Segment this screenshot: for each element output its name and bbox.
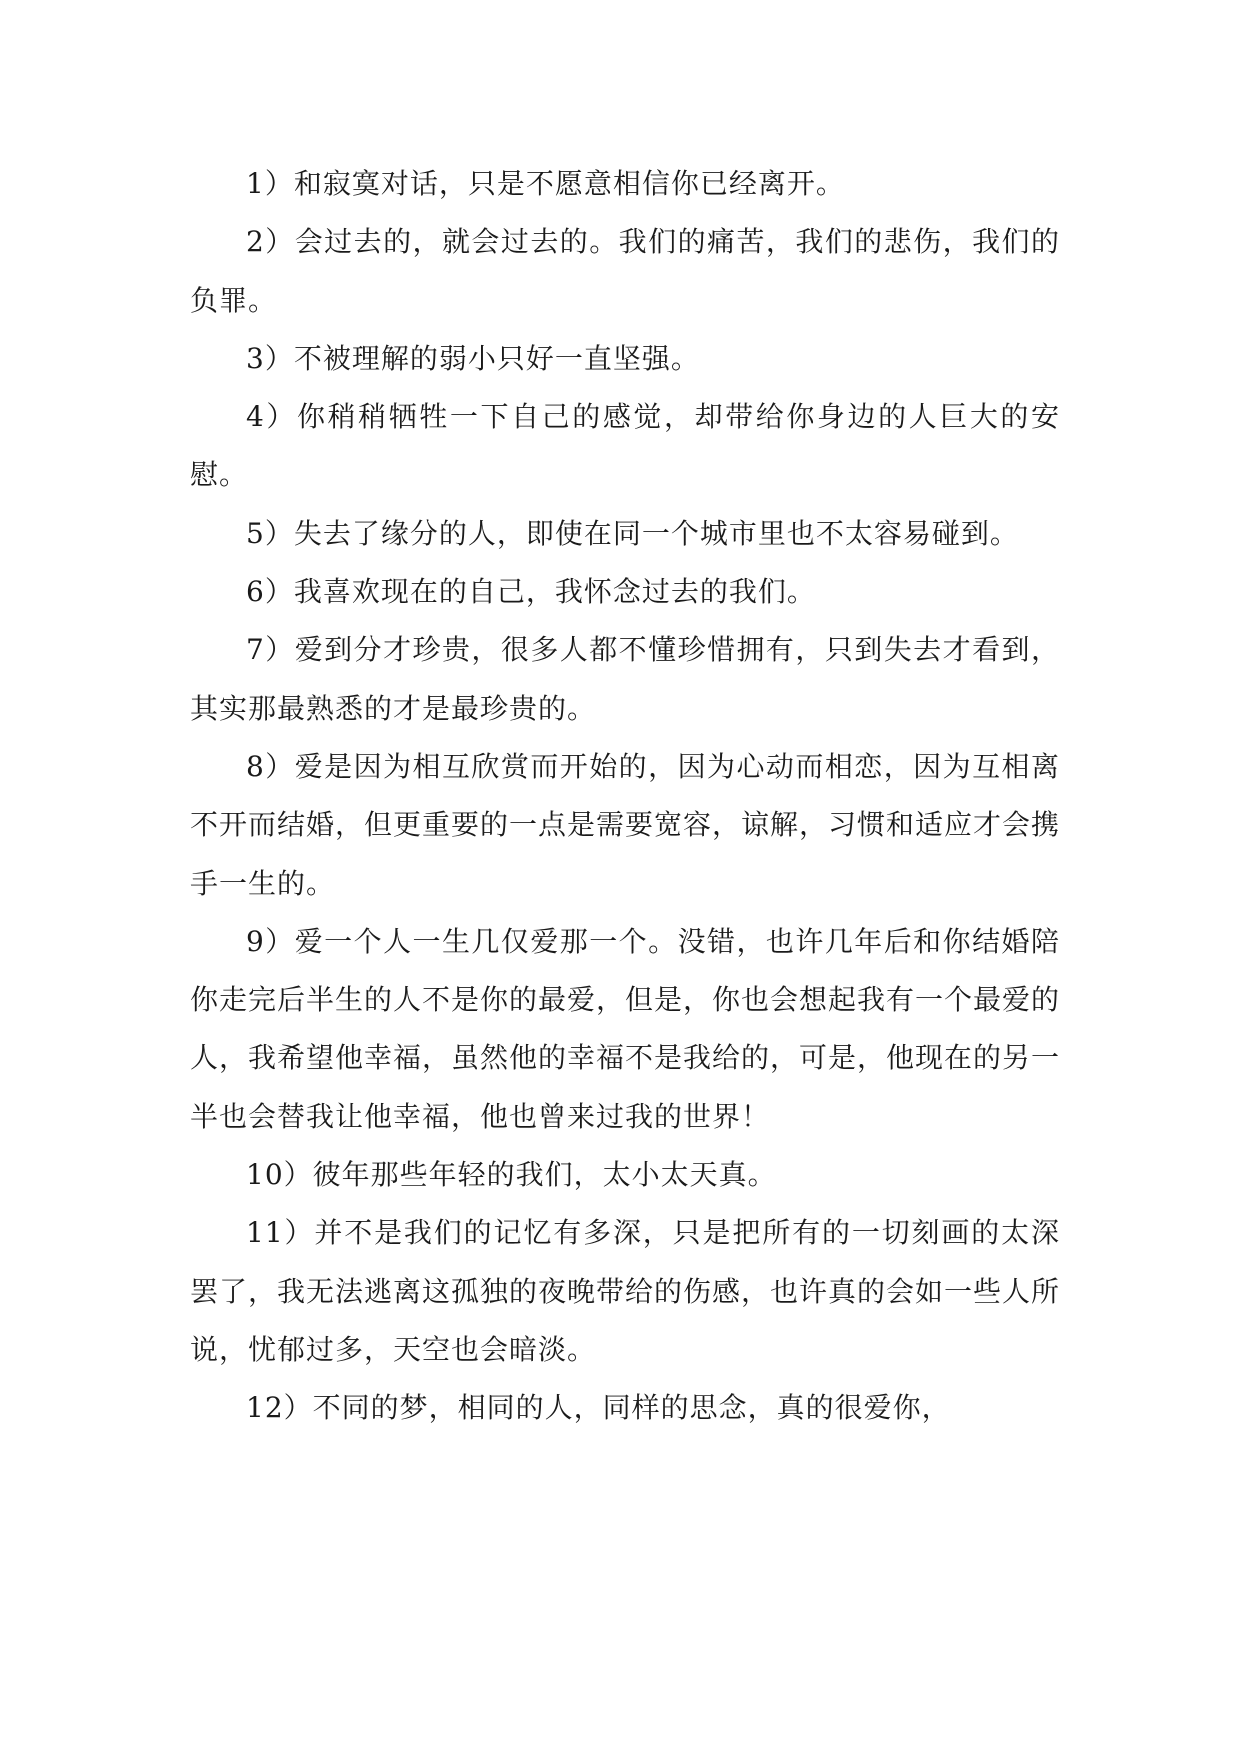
paragraph-7: 7）爱到分才珍贵，很多人都不懂珍惜拥有，只到失去才看到，其实那最熟悉的才是最珍贵的。 [190, 633, 1060, 725]
paragraph-10: 10）彼年那些年轻的我们，太小太天真。 [246, 1158, 777, 1192]
paragraph-6: 6）我喜欢现在的自己，我怀念过去的我们。 [246, 575, 816, 609]
paragraph-11: 11）并不是我们的记忆有多深，只是把所有的一切刻画的太深罢了，我无法逃离这孤独的夜晚带给的伤感，也许真的会如一些人所说，忧郁过多，天空也会暗淡。 [190, 1216, 1061, 1366]
paragraph-5: 5）失去了缘分的人，即使在同一个城市里也不太容易碰到。 [246, 516, 1019, 550]
paragraph-9: 9）爱一个人一生几仅爱那一个。没错，也许几年后和你结婚陪你走完后半生的人不是你的最爱，但是，你也会想起我有一个最爱的人，我希望他幸福，虽然他的幸福不是我给的，可是，他现在的另一半也会替我让他幸福，他也曾来过我的世界！ [190, 924, 1061, 1133]
paragraph-8: 8）爱是因为相互欣赏而开始的，因为心动而相恋，因为互相离不开而结婚，但更重要的一点是需要宽容，谅解，习惯和适应才会携手一生的。 [190, 749, 1061, 900]
paragraph-2: 2）会过去的，就会过去的。我们的痛苦，我们的悲伤，我们的负罪。 [190, 225, 1060, 317]
paragraph-12: 12）不同的梦，相同的人，同样的思念，真的很爱你， [246, 1391, 951, 1425]
paragraph-1: 1）和寂寞对话，只是不愿意相信你已经离开。 [246, 167, 845, 200]
document-body [190, 155, 1060, 1438]
paragraph-4: 4）你稍稍牺牲一下自己的感觉，却带给你身边的人巨大的安慰。 [190, 400, 1060, 492]
paragraph-3: 3）不被理解的弱小只好一直坚强。 [246, 341, 700, 375]
